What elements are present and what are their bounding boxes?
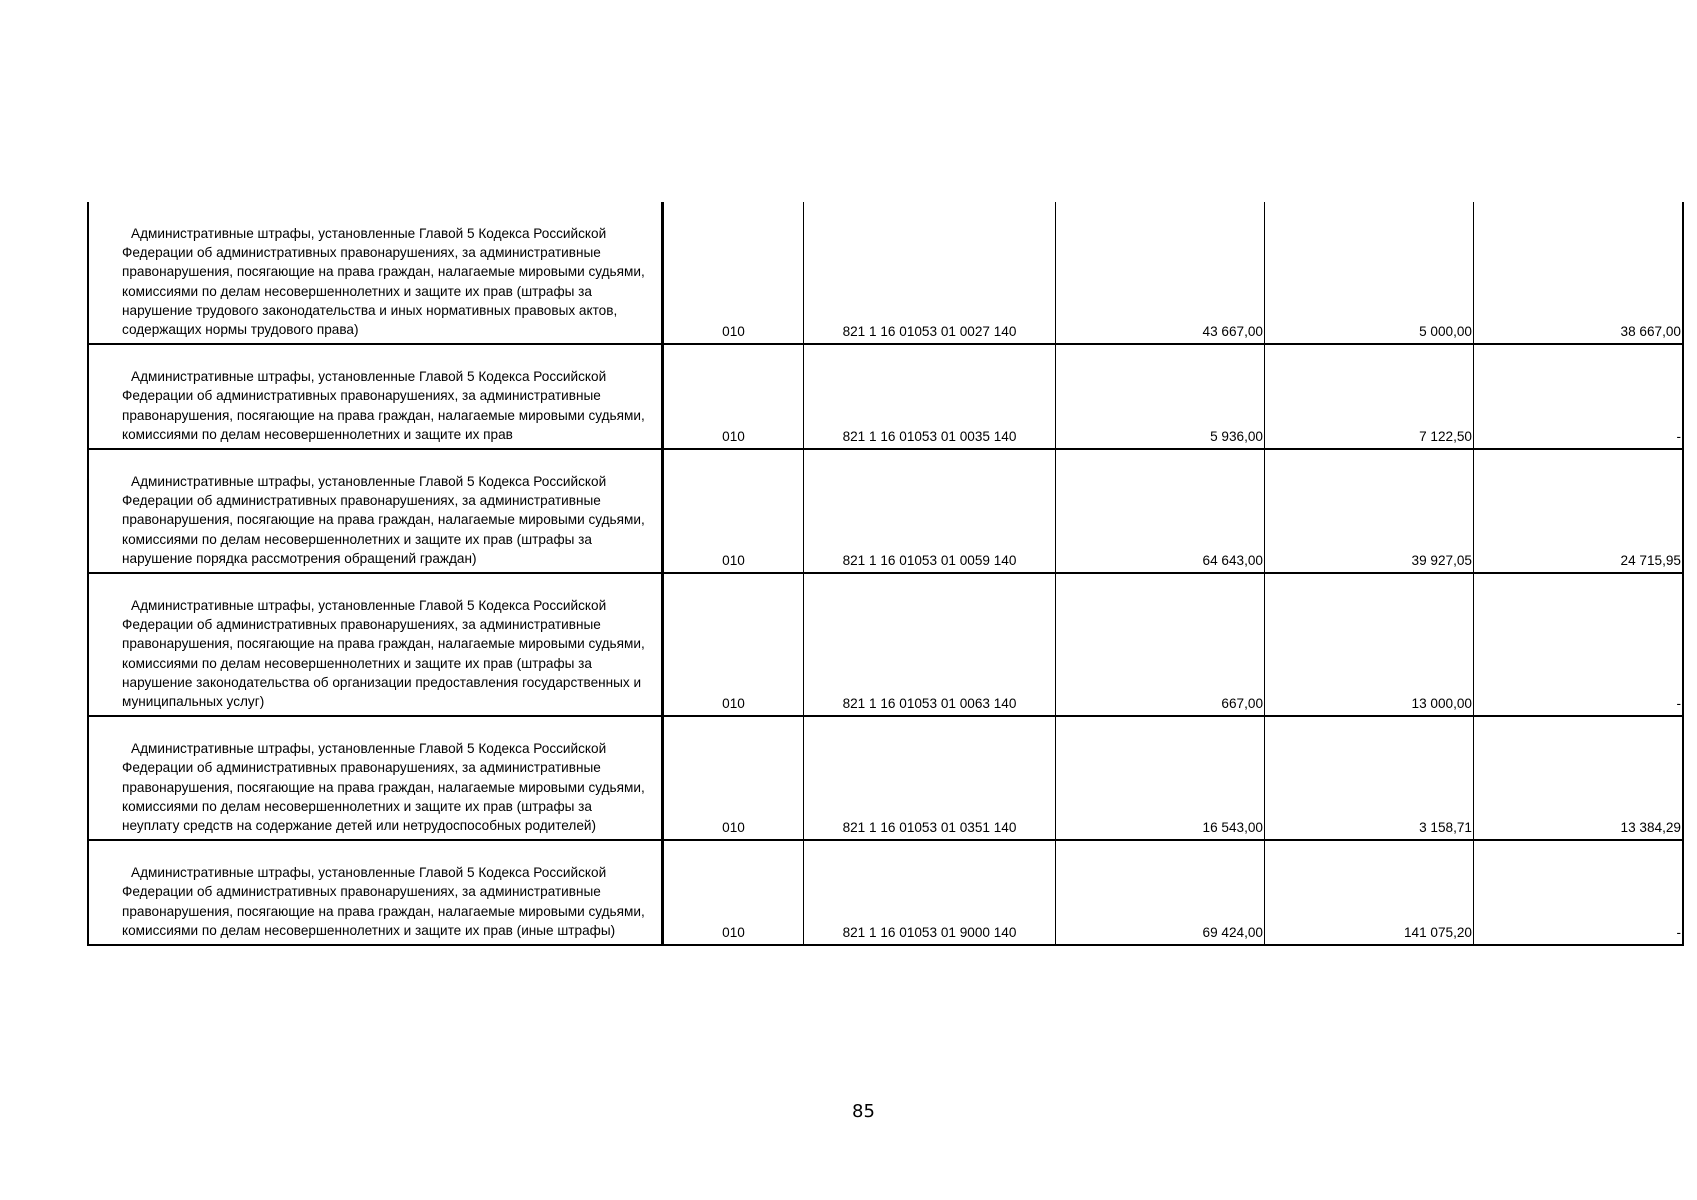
row-col5: 39 927,05 <box>1265 449 1474 573</box>
table-row <box>88 449 1683 573</box>
row-col4: 667,00 <box>1056 573 1265 716</box>
row-col5: 3 158,71 <box>1265 716 1474 840</box>
row-name: Административные штрафы, установленные Главой 5 Кодекса Российской Федерации об административных правонарушениях, за административные правонарушения, посягающие на права граждан, налагаемые мировыми судьями, комиссиями по делам несовершеннолетних и защите их прав (штрафы за нарушение порядка рассмотрения обращений граждан) <box>122 474 645 566</box>
row-col6: 13 384,29 <box>1474 716 1684 840</box>
row-col4: 43 667,00 <box>1056 202 1265 344</box>
page-number: 85 <box>852 1101 875 1122</box>
row-name-cell <box>88 716 663 840</box>
table-row <box>88 202 1683 344</box>
row-col4: 69 424,00 <box>1056 840 1265 945</box>
row-col6: 38 667,00 <box>1474 202 1684 344</box>
row-col4: 64 643,00 <box>1056 449 1265 573</box>
table-row <box>88 344 1683 449</box>
row-name: Административные штрафы, установленные Главой 5 Кодекса Российской Федерации об административных правонарушениях, за административные правонарушения, посягающие на права граждан, налагаемые мировыми судьями, комиссиями по делам несовершеннолетних и защите их прав <box>122 369 645 442</box>
row-kbk: 821 1 16 01053 01 9000 140 <box>804 840 1056 945</box>
row-kbk: 821 1 16 01053 01 0063 140 <box>804 573 1056 716</box>
row-col5: 5 000,00 <box>1265 202 1474 344</box>
row-col5: 141 075,20 <box>1265 840 1474 945</box>
row-kbk: 821 1 16 01053 01 0351 140 <box>804 716 1056 840</box>
row-line-code: 010 <box>663 716 804 840</box>
row-name: Административные штрафы, установленные Главой 5 Кодекса Российской Федерации об административных правонарушениях, за административные правонарушения, посягающие на права граждан, налагаемые мировыми судьями, комиссиями по делам несовершеннолетних и защите их прав (штрафы за нарушение законодательства об организации предоставления государственных и муниципальных услуг) <box>122 598 645 710</box>
row-kbk: 821 1 16 01053 01 0027 140 <box>804 202 1056 344</box>
row-name-cell <box>88 202 663 344</box>
row-name: Административные штрафы, установленные Главой 5 Кодекса Российской Федерации об административных правонарушениях, за административные правонарушения, посягающие на права граждан, налагаемые мировыми судьями, комиссиями по делам несовершеннолетних и защите их прав (иные штрафы) <box>122 865 645 938</box>
row-name: Административные штрафы, установленные Главой 5 Кодекса Российской Федерации об административных правонарушениях, за административные правонарушения, посягающие на права граждан, налагаемые мировыми судьями, комиссиями по делам несовершеннолетних и защите их прав (штрафы за нарушение трудового законодательства и иных нормативных правовых актов, содержащих нормы трудового права) <box>122 226 645 338</box>
row-kbk: 821 1 16 01053 01 0059 140 <box>804 449 1056 573</box>
row-col4: 5 936,00 <box>1056 344 1265 449</box>
row-col4: 16 543,00 <box>1056 716 1265 840</box>
row-name-cell <box>88 573 663 716</box>
row-line-code: 010 <box>663 202 804 344</box>
row-line-code: 010 <box>663 573 804 716</box>
row-kbk: 821 1 16 01053 01 0035 140 <box>804 344 1056 449</box>
row-col5: 13 000,00 <box>1265 573 1474 716</box>
row-name: Административные штрафы, установленные Главой 5 Кодекса Российской Федерации об административных правонарушениях, за административные правонарушения, посягающие на права граждан, налагаемые мировыми судьями, комиссиями по делам несовершеннолетних и защите их прав (штрафы за неуплату средств на содержание детей или нетрудоспособных родителей) <box>122 741 645 834</box>
row-col5: 7 122,50 <box>1265 344 1474 449</box>
table-row <box>88 840 1683 945</box>
row-line-code: 010 <box>663 344 804 449</box>
row-name-cell <box>88 449 663 573</box>
row-col6: - <box>1474 344 1684 449</box>
revenue-table <box>87 202 1684 946</box>
row-col6: - <box>1474 840 1684 945</box>
row-name-cell <box>88 344 663 449</box>
row-line-code: 010 <box>663 840 804 945</box>
row-line-code: 010 <box>663 449 804 573</box>
table-row <box>88 716 1683 840</box>
row-name-cell <box>88 840 663 945</box>
row-col6: - <box>1474 573 1684 716</box>
table-row <box>88 573 1683 716</box>
row-col6: 24 715,95 <box>1474 449 1684 573</box>
